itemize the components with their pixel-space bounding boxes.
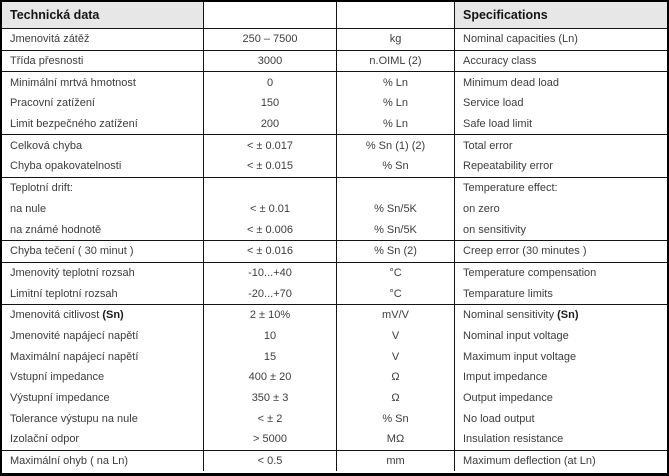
- row-label-en-cell: [455, 346, 667, 367]
- row-value-cell: [204, 156, 337, 177]
- table-row: [2, 305, 667, 326]
- table-row: [2, 219, 667, 240]
- row-value: 15: [263, 350, 277, 363]
- row-unit-cell: [337, 429, 455, 450]
- row-value: 400 ± 20: [248, 371, 292, 384]
- row-unit: % Sn (2): [374, 245, 417, 258]
- row-label-en: Temperature effect:: [463, 182, 558, 195]
- header-specifications: [455, 2, 667, 28]
- row-label-en-cell: [455, 429, 667, 450]
- row-unit-cell: [337, 93, 455, 114]
- row-unit-cell: [337, 451, 455, 472]
- row-label-en: Insulation resistance: [463, 433, 564, 446]
- row-label-en-cell: [455, 241, 667, 262]
- row-label-en: Creep error (30 minutes ): [463, 245, 587, 258]
- row-label-cz-cell: [2, 263, 204, 284]
- row-label-cz: Chyba opakovatelnosti: [10, 160, 122, 173]
- row-unit-cell: [337, 241, 455, 262]
- row-label-en: Nominal input voltage: [463, 329, 569, 342]
- table-row: [2, 326, 667, 347]
- row-label-cz-cell: [2, 156, 204, 177]
- row-label-cz: Limit bezpečného zatížení: [10, 118, 138, 131]
- row-label-en: on sensitivity: [463, 223, 526, 236]
- row-label-cz-cell: [2, 29, 204, 50]
- row-label-cz: Vstupní impedance: [10, 371, 105, 384]
- table-row: [2, 156, 667, 177]
- row-label-en: Maximum deflection (at Ln): [463, 455, 596, 468]
- row-unit-cell: [337, 156, 455, 177]
- row-value: < 0.5: [257, 455, 283, 468]
- row-value: 2 ± 10%: [249, 309, 291, 322]
- row-label-cz-cell: [2, 72, 204, 93]
- row-label-en: Temparature limits: [463, 287, 553, 300]
- table-row: [2, 346, 667, 367]
- row-label-en-cell: [455, 367, 667, 388]
- row-label-en-cell: [455, 283, 667, 304]
- table-row-group: [2, 178, 667, 241]
- row-unit-cell: [337, 263, 455, 284]
- table-row: [2, 408, 667, 429]
- table-row-group: [2, 305, 667, 451]
- table-row: [2, 429, 667, 450]
- table-row: [2, 241, 667, 262]
- row-label-cz: Celková chyba: [10, 139, 83, 152]
- row-unit: °C: [389, 266, 402, 279]
- row-value: 150: [260, 97, 280, 110]
- row-value-cell: [204, 51, 337, 72]
- row-unit-cell: [337, 29, 455, 50]
- row-value: < ± 0.015: [246, 160, 294, 173]
- row-unit-cell: [337, 51, 455, 72]
- row-label-cz-cell: [2, 346, 204, 367]
- row-label-cz: na nule: [10, 202, 47, 215]
- header-empty-unit-cell: [337, 2, 455, 28]
- row-label-cz-cell: [2, 93, 204, 114]
- row-label-cz: Chyba tečení ( 30 minut ): [10, 245, 134, 258]
- row-unit-cell: [337, 346, 455, 367]
- row-label-cz: Pracovní zatížení: [10, 97, 95, 110]
- row-label-cz: Teplotní drift:: [10, 182, 73, 195]
- row-label-cz: Třída přesnosti: [10, 55, 84, 68]
- row-label-cz-cell: [2, 305, 204, 326]
- row-unit: n.OIML (2): [369, 55, 422, 68]
- row-label-en-cell: [455, 135, 667, 156]
- row-label-en-cell: [455, 51, 667, 72]
- table-header-row: [2, 2, 667, 29]
- table-row: [2, 135, 667, 156]
- row-label-cz-cell: [2, 283, 204, 304]
- row-label-cz-cell: [2, 199, 204, 220]
- row-label-en-cell: [455, 451, 667, 472]
- row-value-cell: [204, 72, 337, 93]
- row-unit: % Sn (1) (2): [365, 139, 426, 152]
- row-label-en-cell: [455, 29, 667, 50]
- row-label-cz: na známé hodnotě: [10, 223, 102, 236]
- row-value-cell: [204, 408, 337, 429]
- row-label-en: Repeatability error: [463, 160, 553, 173]
- row-label-cz: Maximální napájecí napětí: [10, 350, 139, 363]
- table-row: [2, 72, 667, 93]
- row-value-cell: [204, 93, 337, 114]
- row-value: < ± 0.016: [246, 245, 294, 258]
- row-label-en-cell: [455, 408, 667, 429]
- table-row: [2, 367, 667, 388]
- table-row: [2, 178, 667, 199]
- row-label-cz-cell: [2, 114, 204, 135]
- row-label-en-cell: [455, 178, 667, 199]
- row-label-en: Service load: [463, 97, 524, 110]
- row-value-cell: [204, 388, 337, 409]
- row-value: < ± 0.017: [246, 139, 294, 152]
- row-unit: kg: [389, 33, 402, 46]
- row-label-en: Imput impedance: [463, 371, 548, 384]
- row-label-en: on zero: [463, 202, 500, 215]
- row-label-en-cell: [455, 156, 667, 177]
- row-label-en: Minimum dead load: [463, 76, 559, 89]
- row-value: < ± 0.006: [246, 223, 294, 236]
- table-row-group: [2, 51, 667, 73]
- header-technical-data: [2, 2, 204, 28]
- row-unit: V: [391, 350, 400, 363]
- row-unit: °C: [389, 287, 402, 300]
- row-label-cz: Maximální ohyb ( na Ln): [10, 455, 128, 468]
- row-label-cz: Limitní teplotní rozsah: [10, 287, 118, 300]
- row-label-cz: Jmenovitý teplotní rozsah: [10, 266, 135, 279]
- row-label-en-cell: [455, 305, 667, 326]
- row-value-cell: [204, 178, 337, 199]
- header-specifications-label: Specifications: [463, 8, 548, 22]
- row-value: -10...+40: [248, 266, 292, 279]
- row-unit: % Ln: [382, 118, 409, 131]
- row-label-cz-cell: [2, 388, 204, 409]
- row-label-en-cell: [455, 263, 667, 284]
- row-label-cz-cell: [2, 51, 204, 72]
- row-label-cz: Jmenovitá zátěž: [10, 33, 90, 46]
- row-value-cell: [204, 199, 337, 220]
- row-value-cell: [204, 263, 337, 284]
- row-value-cell: [204, 326, 337, 347]
- row-label-cz-cell: [2, 408, 204, 429]
- row-label-en-bold: (Sn): [557, 309, 579, 322]
- row-unit-cell: [337, 219, 455, 240]
- row-value: -20...+70: [248, 287, 292, 300]
- table-row: [2, 388, 667, 409]
- row-value-cell: [204, 367, 337, 388]
- row-unit: Ω: [391, 392, 400, 405]
- row-value-cell: [204, 135, 337, 156]
- table-row: [2, 199, 667, 220]
- row-label-en-cell: [455, 114, 667, 135]
- row-label-en: Nominal sensitivity: [463, 309, 558, 322]
- row-label-en: Temperature compensation: [463, 266, 597, 279]
- row-unit: V: [391, 329, 400, 342]
- table-body: [2, 29, 667, 471]
- row-unit: % Sn/5K: [374, 223, 417, 236]
- header-empty-value-cell: [204, 2, 337, 28]
- table-row: [2, 263, 667, 284]
- row-value: 0: [266, 76, 274, 89]
- row-label-cz: Jmenovitá citlivost: [10, 309, 103, 322]
- row-label-en-cell: [455, 199, 667, 220]
- row-value-cell: [204, 346, 337, 367]
- row-value-cell: [204, 241, 337, 262]
- row-label-cz-cell: [2, 429, 204, 450]
- row-label-en: Maximum input voltage: [463, 350, 577, 363]
- row-unit: % Sn: [382, 160, 409, 173]
- row-value-cell: [204, 114, 337, 135]
- row-unit: % Ln: [382, 76, 409, 89]
- row-label-cz: Jmenovité napájecí napětí: [10, 329, 139, 342]
- row-label-en-cell: [455, 326, 667, 347]
- table-row-group: [2, 72, 667, 135]
- table-row-group: [2, 263, 667, 305]
- row-label-cz: Výstupní impedance: [10, 392, 110, 405]
- row-unit-cell: [337, 283, 455, 304]
- row-label-en-cell: [455, 93, 667, 114]
- row-unit-cell: [337, 114, 455, 135]
- row-label-en: Output impedance: [463, 392, 553, 405]
- row-value: < ± 2: [257, 412, 283, 425]
- row-value-cell: [204, 219, 337, 240]
- row-value: > 5000: [253, 433, 287, 446]
- row-label-cz-cell: [2, 178, 204, 199]
- table-row-group: [2, 29, 667, 51]
- row-label-cz-cell: [2, 367, 204, 388]
- row-label-cz-cell: [2, 241, 204, 262]
- row-label-en-cell: [455, 72, 667, 93]
- row-value: 3000: [257, 55, 283, 68]
- row-label-cz: Minimální mrtvá hmotnost: [10, 76, 136, 89]
- row-unit-cell: [337, 326, 455, 347]
- row-value-cell: [204, 305, 337, 326]
- row-label-en-cell: [455, 388, 667, 409]
- row-value: 250 – 7500: [242, 33, 298, 46]
- row-unit-cell: [337, 72, 455, 93]
- row-value-cell: [204, 429, 337, 450]
- row-unit: % Ln: [382, 97, 409, 110]
- row-unit: % Sn: [382, 412, 409, 425]
- table-row: [2, 283, 667, 304]
- row-label-en: Nominal capacities (Ln): [463, 33, 578, 46]
- row-value: 200: [260, 118, 280, 131]
- table-row: [2, 93, 667, 114]
- table-row: [2, 451, 667, 472]
- row-value: 350 ± 3: [251, 392, 289, 405]
- row-label-cz-cell: [2, 135, 204, 156]
- row-label-en-cell: [455, 219, 667, 240]
- row-label-en: No load output: [463, 412, 535, 425]
- row-label-cz-cell: [2, 451, 204, 472]
- row-label-en: Total error: [463, 139, 513, 152]
- row-value-cell: [204, 451, 337, 472]
- row-value: < ± 0.01: [250, 202, 290, 215]
- row-value-cell: [204, 283, 337, 304]
- row-unit: Ω: [391, 371, 400, 384]
- row-label-cz-cell: [2, 219, 204, 240]
- row-unit: % Sn/5K: [374, 202, 417, 215]
- table-row: [2, 51, 667, 72]
- row-unit-cell: [337, 178, 455, 199]
- row-unit-cell: [337, 305, 455, 326]
- table-row: [2, 29, 667, 50]
- header-technical-data-label: Technická data: [10, 8, 100, 22]
- row-label-en: Safe load limit: [463, 118, 533, 131]
- row-unit-cell: [337, 408, 455, 429]
- row-unit-cell: [337, 135, 455, 156]
- table-row-group: [2, 451, 667, 472]
- row-value: 10: [263, 329, 277, 342]
- row-unit-cell: [337, 367, 455, 388]
- row-label-en: Accuracy class: [463, 55, 537, 68]
- row-label-cz-cell: [2, 326, 204, 347]
- row-label-cz: Tolerance výstupu na nule: [10, 412, 138, 425]
- row-label-cz: Izolační odpor: [10, 433, 80, 446]
- row-value-cell: [204, 29, 337, 50]
- row-unit: mV/V: [382, 309, 409, 322]
- row-unit: MΩ: [386, 433, 405, 446]
- row-unit: mm: [386, 455, 405, 468]
- row-unit-cell: [337, 199, 455, 220]
- table-row: [2, 114, 667, 135]
- row-unit-cell: [337, 388, 455, 409]
- table-row-group: [2, 241, 667, 263]
- table-row-group: [2, 135, 667, 177]
- row-label-cz-bold: (Sn): [102, 309, 124, 322]
